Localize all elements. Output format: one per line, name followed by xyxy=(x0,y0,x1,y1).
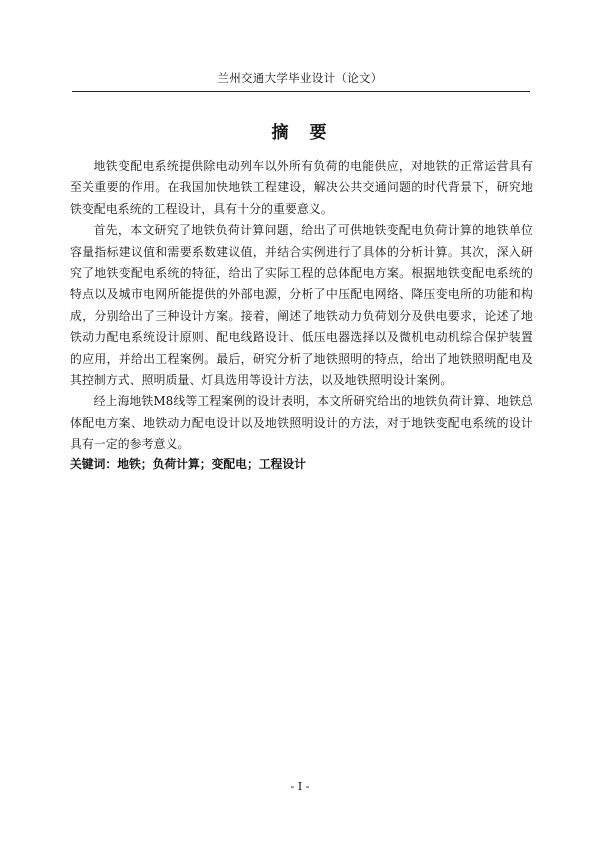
abstract-title: 摘 要 xyxy=(271,123,329,143)
abstract-paragraph-2: 首先，本文研究了地铁负荷计算问题，给出了可供地铁变配电负荷计算的地铁单位容量指标建议值和需要系数建议值，并结合实例进行了具体的分析计算。其次，深入研究了地铁变配电系统的特征，给出了实际工程的总体配电方案。根据地铁变配电系统的特点以及城市电网所能提供的外部电源，分析了中压配电网络、降压变电所的功能和构成，分别给出了三种设计方案。接着，阐述了地铁动力负荷划分及供电要求，论述了地铁动力配电系统设计原则、配电线路设计、低压电器选择以及微机电动机综合保护装置的应用，并给出工程案例。最后，研究分析了地铁照明的特点，给出了地铁照明配电及其控制方式、照明质量、灯具选用等设计方法，以及地铁照明设计案例。 xyxy=(70,223,533,388)
keywords-line: 关键词：地铁；负荷计算；变配电；工程设计 xyxy=(70,457,306,471)
abstract-paragraph-3: 经上海地铁M8线等工程案例的设计表明，本文所研究给出的地铁负荷计算、地铁总体配电方案、地铁动力配电设计以及地铁照明设计的方法，对于地铁变配电系统的设计具有一定的参考意义。 xyxy=(70,394,533,452)
abstract-body xyxy=(70,156,533,456)
abstract-paragraph-1: 地铁变配电系统提供除电动列车以外所有负荷的电能供应，对地铁的正常运营具有至关重要的作用。在我国加快地铁工程建设，解决公共交通问题的时代背景下，研究地铁变配电系统的工程设计，具有十分的重要意义。 xyxy=(70,159,533,216)
header-divider xyxy=(72,91,530,92)
page-number: - I - xyxy=(290,780,310,793)
running-header: 兰州交通大学毕业设计（论文） xyxy=(217,71,383,85)
